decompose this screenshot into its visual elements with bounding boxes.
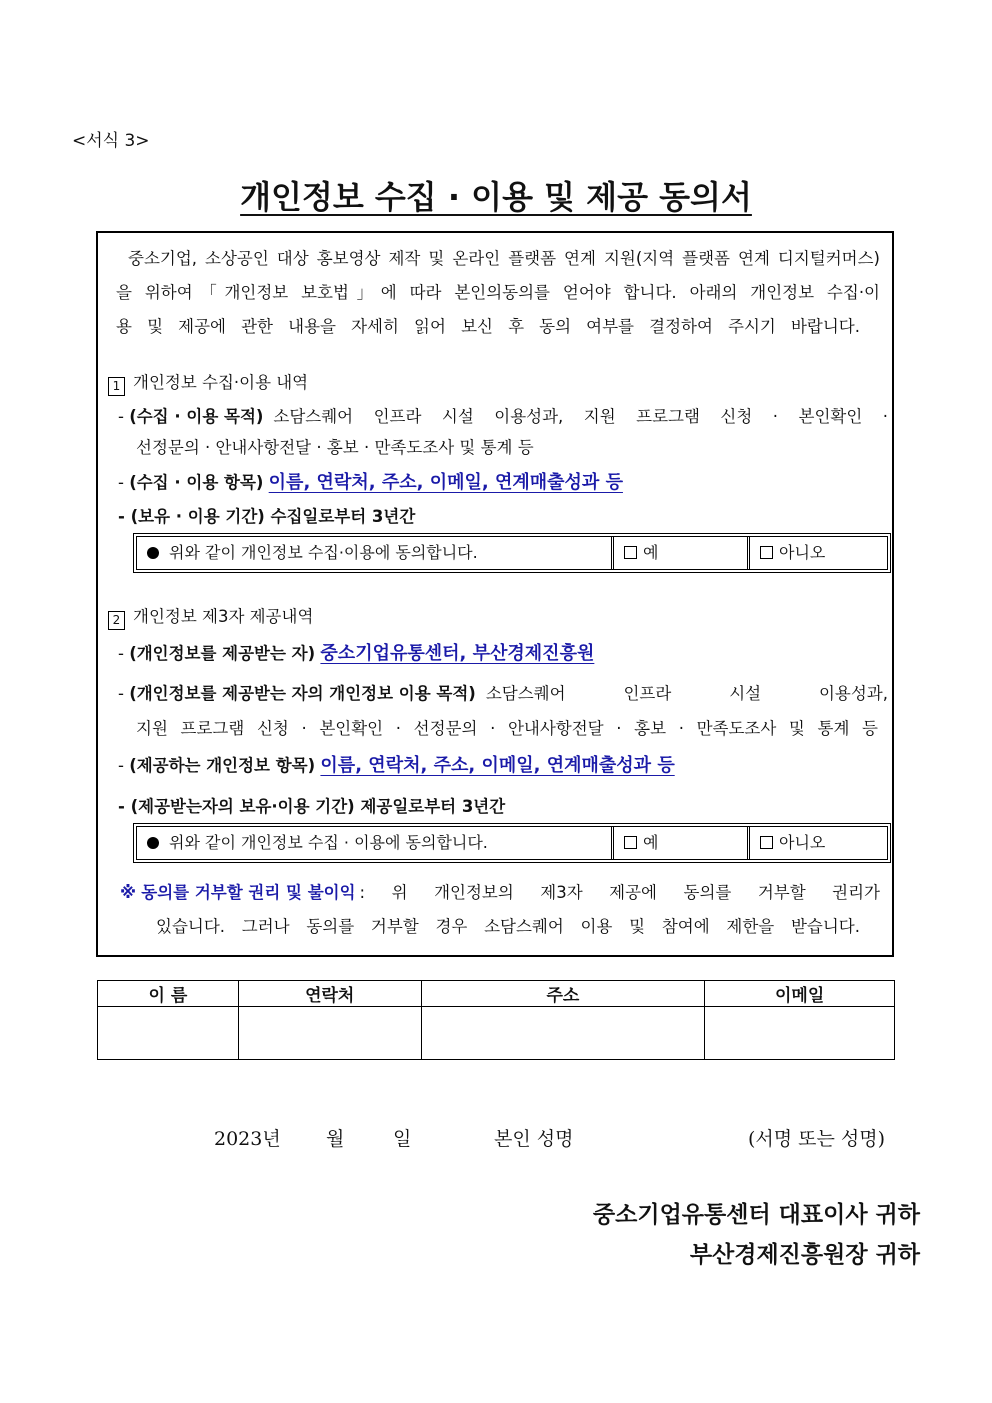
notice-line-1: [120, 879, 880, 903]
header-email: 이메일: [705, 981, 895, 1007]
form-number: <서식 3>: [72, 131, 150, 151]
contact-cell[interactable]: [238, 1007, 421, 1060]
s1-yes-label: 예: [643, 543, 659, 562]
bullet-dot-icon: [147, 547, 159, 559]
s2-items-value: 이름, 연락처, 주소, 이메일, 연계매출성과 등: [320, 755, 675, 776]
section-2-number: 2: [108, 611, 125, 630]
s2-consent-statement: 위와 같이 개인정보 수집 · 이용에 동의합니다.: [169, 833, 488, 852]
intro-line-3: 용 및 제공에 관한 내용을 자세히 읽어 보신 후 동의 여부를 결정하여 주시기 바랍니다.: [116, 317, 860, 336]
notice-text-1: : 위 개인정보의 제3자 제공에 동의를 거부할 권리가: [359, 883, 880, 902]
s1-period-line: - (보유 · 이용 기간) 수집일로부터 3년간: [118, 507, 416, 526]
s2-purpose-text-1: 소담스퀘어 인프라 시설 이용성과,: [485, 684, 888, 703]
notice-text-2: 있습니다. 그러나 동의를 거부할 경우 소담스퀘어 이용 및 참여에 제한을 받습니다.: [156, 917, 860, 936]
notice-label: 동의를 거부할 권리 및 불이익: [141, 883, 356, 902]
checkbox-icon[interactable]: [624, 836, 637, 849]
s2-items-line: - (제공하는 개인정보 항목) 이름, 연락처, 주소, 이메일, 연계매출성과 등: [118, 755, 675, 776]
intro-line-2: 을 위하여「개인정보 보호법」에 따라 본인의동의를 얻어야 합니다. 아래의 개인정보 수집·이: [116, 283, 880, 302]
s2-items-label: (제공하는 개인정보 항목): [129, 756, 316, 775]
s2-recipient-line: - (개인정보를 제공받는 자) 중소기업유통센터, 부산경제진흥원: [118, 643, 595, 664]
sign-day: 일: [393, 1128, 412, 1150]
sign-label: 본인 성명: [494, 1128, 574, 1150]
s1-consent-yes[interactable]: [614, 537, 750, 569]
bullet-dot-icon: [147, 837, 159, 849]
notice-mark: ※: [120, 883, 137, 902]
s1-purpose-text-1: 소담스퀘어 인프라 시설 이용성과, 지원 프로그램 신청 · 본인확인 ·: [273, 407, 888, 426]
s1-purpose-text-2: 선정문의 · 안내사항전달 · 홍보 · 만족도조사 및 통계 등: [136, 438, 534, 457]
section-1-number: 1: [108, 377, 125, 396]
s2-recipient-label: (개인정보를 제공받는 자): [129, 644, 316, 663]
table-header-row: [98, 981, 895, 1007]
checkbox-icon[interactable]: [624, 546, 637, 559]
address-cell[interactable]: [421, 1007, 705, 1060]
table-row: [98, 1007, 895, 1060]
section-2-title: 개인정보 제3자 제공내역: [133, 607, 314, 626]
s2-purpose-text-2: 지원 프로그램 신청 · 본인확인 · 선정문의 · 안내사항전달 · 홍보 · 만족도조사 및 통계 등: [136, 719, 878, 738]
s2-yes-label: 예: [643, 833, 659, 852]
s2-recipient-value: 중소기업유통센터, 부산경제진흥원: [320, 643, 595, 664]
s1-items-value: 이름, 연락처, 주소, 이메일, 연계매출성과 등: [268, 472, 623, 493]
header-contact: 연락처: [238, 981, 421, 1007]
consent-box: [96, 231, 894, 957]
sign-hint[interactable]: (서명 또는 성명): [748, 1128, 886, 1150]
s1-consent-row: [136, 536, 888, 570]
s2-consent-statement-cell: [137, 827, 614, 859]
s2-purpose-label: (개인정보를 제공받는 자의 개인정보 이용 목적): [129, 684, 476, 703]
s2-no-label: 아니오: [779, 833, 826, 852]
header-address: 주소: [421, 981, 705, 1007]
s1-consent-statement-cell: [137, 537, 614, 569]
s1-consent-statement: 위와 같이 개인정보 수집·이용에 동의합니다.: [169, 543, 478, 562]
s1-period: (보유 · 이용 기간) 수집일로부터 3년간: [130, 507, 416, 526]
recipient-line-1: 중소기업유통센터 대표이사 귀하: [592, 1201, 920, 1228]
header-name: 이 름: [98, 981, 239, 1007]
section-2-heading: [108, 603, 313, 630]
s1-purpose-label: (수집 · 이용 목적): [129, 407, 264, 426]
recipient-line-2: 부산경제진흥원장 귀하: [689, 1241, 920, 1268]
section-1-heading: [108, 369, 308, 396]
s2-period-line: - (제공받는자의 보유·이용 기간) 제공일로부터 3년간: [118, 797, 506, 816]
sign-year: 2023년: [214, 1128, 281, 1150]
s1-items-line: - (수집 · 이용 항목) 이름, 연락처, 주소, 이메일, 연계매출성과 등: [118, 472, 623, 493]
intro-line-1: 중소기업, 소상공인 대상 홍보영상 제작 및 온라인 플랫폼 연계 지원(지역 플랫폼 연계 디지털커머스): [128, 249, 880, 268]
email-cell[interactable]: [705, 1007, 895, 1060]
name-cell[interactable]: [98, 1007, 239, 1060]
s2-consent-no[interactable]: [750, 827, 887, 859]
checkbox-icon[interactable]: [760, 836, 773, 849]
s1-consent-no[interactable]: [750, 537, 887, 569]
checkbox-icon[interactable]: [760, 546, 773, 559]
personal-info-table: [97, 980, 895, 1060]
document-title: 개인정보 수집 · 이용 및 제공 동의서: [240, 178, 752, 216]
sign-month: 월: [326, 1128, 345, 1150]
s1-purpose-line: - (수집 · 이용 목적) 소담스퀘어 인프라 시설 이용성과, 지원 프로그램 신청 · 본인확인 ·: [118, 403, 888, 427]
s2-period: (제공받는자의 보유·이용 기간) 제공일로부터 3년간: [130, 797, 506, 816]
s1-items-label: (수집 · 이용 항목): [129, 473, 264, 492]
section-1-title: 개인정보 수집·이용 내역: [133, 373, 309, 392]
s2-consent-row: [136, 826, 888, 860]
s2-purpose-line: - (개인정보를 제공받는 자의 개인정보 이용 목적) 소담스퀘어 인프라 시설 이용성과,: [118, 680, 888, 704]
s1-no-label: 아니오: [779, 543, 826, 562]
s2-consent-yes[interactable]: [614, 827, 750, 859]
